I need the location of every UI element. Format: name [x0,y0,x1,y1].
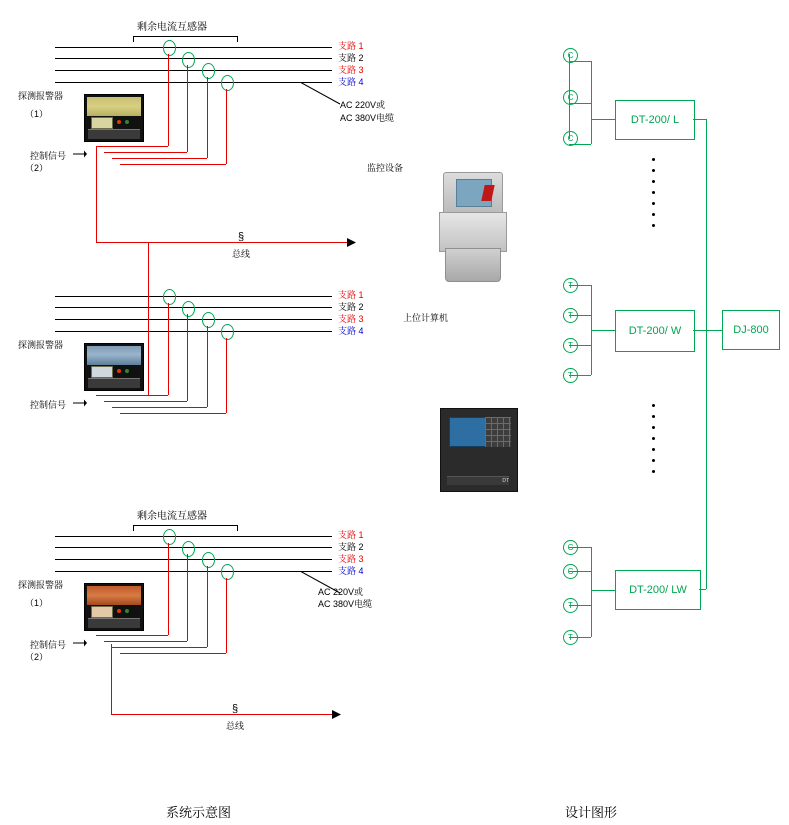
vertical-ellipsis [652,404,655,473]
device-faceplate [87,346,141,365]
device-button-row [88,618,140,628]
module-box: DT-200/ L [615,100,695,140]
ct-sensor [163,40,176,56]
signal-wire [187,65,188,152]
sensor-symbol: T [563,368,578,383]
module-1-sensor-bus [569,54,570,139]
panel-logo: DT [502,478,509,484]
module-1-sensor-link [569,103,591,104]
controller-link-1 [693,119,706,120]
panel-keypad [485,417,511,447]
ct-sensor [202,63,215,79]
device-button-row [88,378,140,388]
signal-wire [168,303,169,395]
kiosk-base [445,248,501,282]
detector-device [84,343,144,391]
sensor-symbol: T [563,308,578,323]
signal-wire [112,647,207,648]
signal-wire [226,89,227,164]
signal-wire [120,653,226,654]
module-1-trunk [591,61,592,144]
ct-sensor [163,529,176,545]
branch-label: 支路 1 [338,290,364,300]
control-signal-label: 控制信号 [30,151,67,161]
group-1-main-line-1 [55,47,332,48]
controller-spine [706,119,707,589]
panel-indicator-strip [447,476,509,485]
wall-control-panel [440,408,518,492]
signal-wire [104,152,187,153]
module-box: DT-200/ LW [615,570,701,610]
ct-sensor [221,324,234,340]
module-3-sensor-link [569,571,591,572]
signal-wire [226,338,227,413]
control-signal-arrow [73,637,87,649]
sensor-symbol: T [563,630,578,645]
signal-wire [207,566,208,647]
signal-wire [226,578,227,653]
cable-note-line2: AC 380V电缆 [340,113,395,123]
detector-note-2: （2） [25,652,49,662]
signal-wire [112,158,207,159]
bus-drop-wire [96,146,97,242]
module-1-sensor-link [569,144,591,145]
sensor-symbol: C [563,131,578,146]
kiosk-head [443,172,503,216]
ct-sensor [182,541,195,557]
bus-line [111,714,336,715]
control-signal-arrow [73,148,87,160]
signal-wire [207,326,208,407]
bus-arrow [330,708,344,721]
group-2-main-line-1 [55,296,332,297]
bus-break-symbol: § [238,231,245,243]
branch-label: 支路 3 [338,314,364,324]
kiosk-body [439,212,507,252]
group-2-main-line-3 [55,319,332,320]
group-1-title-underline [133,36,237,37]
signal-wire [104,401,187,402]
branch-label: 支路 2 [338,302,364,312]
control-signal-label: 控制信号 [30,640,67,650]
device-led [117,369,121,373]
ct-sensor [221,564,234,580]
bus-riser-wire [148,242,149,395]
module-2-sensor-link [569,285,591,286]
branch-label: 支路 4 [338,77,364,87]
detector-note-2: （2） [25,163,49,173]
detector-note-1: （1） [25,109,49,119]
detector-note-1: （1） [25,598,49,608]
left-caption: 系统示意图 [166,805,232,820]
group-3-title-tick-right [237,525,238,531]
panel-screen [449,417,489,447]
branch-label: 支路 1 [338,530,364,540]
signal-wire [112,407,207,408]
device-display [91,117,113,129]
signal-wire [187,314,188,401]
sensor-symbol: C [563,540,578,555]
signal-wire [96,146,168,147]
ct-sensor [221,75,234,91]
ct-sensor [202,552,215,568]
module-2-sensor-link [569,345,591,346]
module-2-feed [591,330,615,331]
detector-device [84,94,144,142]
sensor-symbol: T [563,598,578,613]
detector-label: 探测报警器 [18,91,64,101]
vertical-ellipsis [652,158,655,227]
bus-label: 总线 [226,721,245,731]
kiosk-brand-mark [481,185,494,201]
signal-wire [104,641,187,642]
sensor-symbol: C [563,90,578,105]
group-3-main-line-3 [55,559,332,560]
signal-wire [168,54,169,146]
module-box: DT-200/ W [615,310,695,352]
group-1-main-line-4 [55,82,332,83]
device-led [125,609,129,613]
signal-wire [96,635,168,636]
ct-sensor [202,312,215,328]
module-2-sensor-link [569,315,591,316]
detector-label: 探测报警器 [18,340,64,350]
module-3-sensor-link [569,637,591,638]
module-1-feed [591,119,615,120]
detector-label: 探测报警器 [18,580,64,590]
cable-callout-leader [300,82,345,106]
sensor-symbol: T [563,278,578,293]
sensor-symbol: C [563,564,578,579]
cable-note-line1: AC 220V或 [340,100,386,110]
module-3-feed [591,590,615,591]
device-button-row [88,129,140,139]
ct-sensor [182,301,195,317]
device-led [117,609,121,613]
controller-link-3 [699,589,706,590]
group-1-main-line-3 [55,70,332,71]
module-3-sensor-link [569,605,591,606]
device-faceplate [87,97,141,116]
module-3-trunk [591,547,592,637]
cable-note-line1: AC 220V或 [318,587,364,597]
module-1-sensor-link [569,61,591,62]
bus-arrow [345,236,359,249]
bus-line [96,242,354,243]
sensor-symbol: T [563,338,578,353]
device-faceplate [87,586,141,605]
monitor-label: 监控设备 [367,163,404,173]
signal-wire [187,554,188,641]
ct-sensor [182,52,195,68]
branch-label: 支路 4 [338,326,364,336]
group-1-title: 剩余电流互感器 [137,22,207,33]
device-display [91,366,113,378]
signal-wire [120,413,226,414]
detector-device [84,583,144,631]
right-caption: 设计图形 [565,805,618,820]
signal-wire [120,164,226,165]
branch-label: 支路 3 [338,554,364,564]
group-1-title-tick-right [237,36,238,42]
module-2-sensor-link [569,375,591,376]
bus-label: 总线 [232,249,251,259]
ct-sensor [163,289,176,305]
device-led [117,120,121,124]
bus-riser-wire [148,395,168,396]
group-3-main-line-1 [55,536,332,537]
device-led [125,120,129,124]
bus-drop-wire [111,644,112,714]
host-computer-label: 上位计算机 [403,313,449,323]
branch-label: 支路 1 [338,41,364,51]
group-3-title: 剩余电流互感器 [137,511,207,522]
controller-box: DJ-800 [722,310,780,350]
group-1-title-tick-left [133,36,134,42]
group-3-title-tick-left [133,525,134,531]
branch-label: 支路 4 [338,566,364,576]
controller-link-2 [693,330,722,331]
branch-label: 支路 3 [338,65,364,75]
group-3-title-underline [133,525,237,526]
module-3-sensor-link [569,547,591,548]
branch-label: 支路 2 [338,542,364,552]
group-3-main-line-4 [55,571,332,572]
control-signal-arrow [73,397,87,409]
group-2-main-line-4 [55,331,332,332]
monitoring-kiosk [437,172,511,284]
bus-break-symbol: § [232,703,239,715]
sensor-symbol: C [563,48,578,63]
branch-label: 支路 2 [338,53,364,63]
signal-wire [207,77,208,158]
device-display [91,606,113,618]
cable-note-line2: AC 380V电缆 [318,599,373,609]
control-signal-label: 控制信号 [30,400,67,410]
signal-wire [168,543,169,635]
device-led [125,369,129,373]
